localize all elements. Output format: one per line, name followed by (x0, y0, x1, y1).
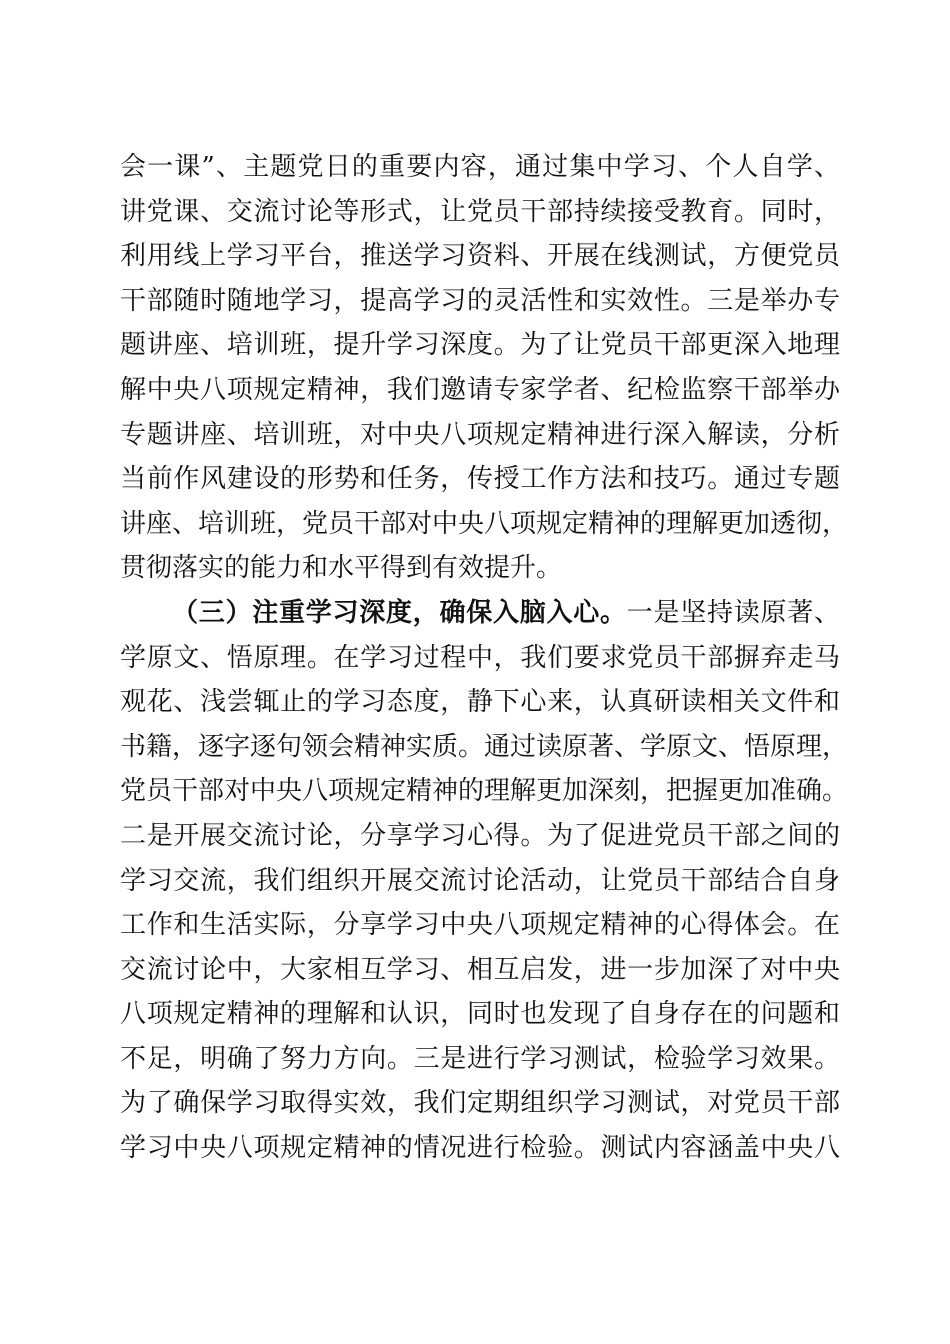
text-line: 讲座、培训班，党员干部对中央八项规定精神的理解更加透彻， (120, 508, 849, 539)
text-line: 干部随时随地学习，提高学习的灵活性和实效性。三是举办专 (120, 285, 840, 316)
section-heading: （三）注重学习深度，确保入脑入心。 (172, 597, 627, 628)
text-line: 二是开展交流讨论，分享学习心得。为了促进党员干部之间的 (120, 820, 840, 851)
text-line: 贯彻落实的能力和水平得到有效提升。 (120, 553, 563, 584)
text-line: 学原文、悟原理。在学习过程中，我们要求党员干部摒弃走马 (120, 642, 840, 673)
text-line: 八项规定精神的理解和认识，同时也发现了自身存在的问题和 (120, 999, 840, 1030)
text-line: 不足，明确了努力方向。三是进行学习测试，检验学习效果。 (120, 1043, 840, 1074)
text-line: 学习中央八项规定精神的情况进行检验。测试内容涵盖中央八 (120, 1133, 840, 1164)
section-heading-line (120, 591, 840, 636)
text-line: 交流讨论中，大家相互学习、相互启发，进一步加深了对中央 (120, 954, 840, 985)
text-line: 为了确保学习取得实效，我们定期组织学习测试，对党员干部 (120, 1088, 840, 1119)
text-line: 工作和生活实际，分享学习中央八项规定精神的心得体会。在 (120, 910, 840, 941)
text-line: 专题讲座、培训班，对中央八项规定精神进行深入解读，分析 (120, 419, 840, 450)
text-line: 学习交流，我们组织开展交流讨论活动，让党员干部结合自身 (120, 865, 840, 896)
text-line: 会一课”、主题党日的重要内容，通过集中学习、个人自学、 (120, 152, 840, 182)
text-line: 书籍，逐字逐句领会精神实质。通过读原著、学原文、悟原理， (120, 731, 849, 762)
text-line: 题讲座、培训班，提升学习深度。为了让党员干部更深入地理 (120, 330, 840, 361)
text-line: 解中央八项规定精神，我们邀请专家学者、纪检监察干部举办 (120, 374, 840, 405)
section-first-line-text: 一是坚持读原著、 (626, 597, 840, 628)
text-line: 讲党课、交流讨论等形式，让党员干部持续接受教育。同时， (120, 196, 840, 227)
body-text (120, 145, 849, 1171)
text-line: 当前作风建设的形势和任务，传授工作方法和技巧。通过专题 (120, 464, 840, 495)
text-line: 党员干部对中央八项规定精神的理解更加深刻，把握更加准确。 (120, 776, 849, 807)
text-line: 利用线上学习平台，推送学习资料、开展在线测试，方便党员 (120, 241, 840, 272)
text-line: 观花、浅尝辄止的学习态度，静下心来，认真研读相关文件和 (120, 687, 840, 718)
